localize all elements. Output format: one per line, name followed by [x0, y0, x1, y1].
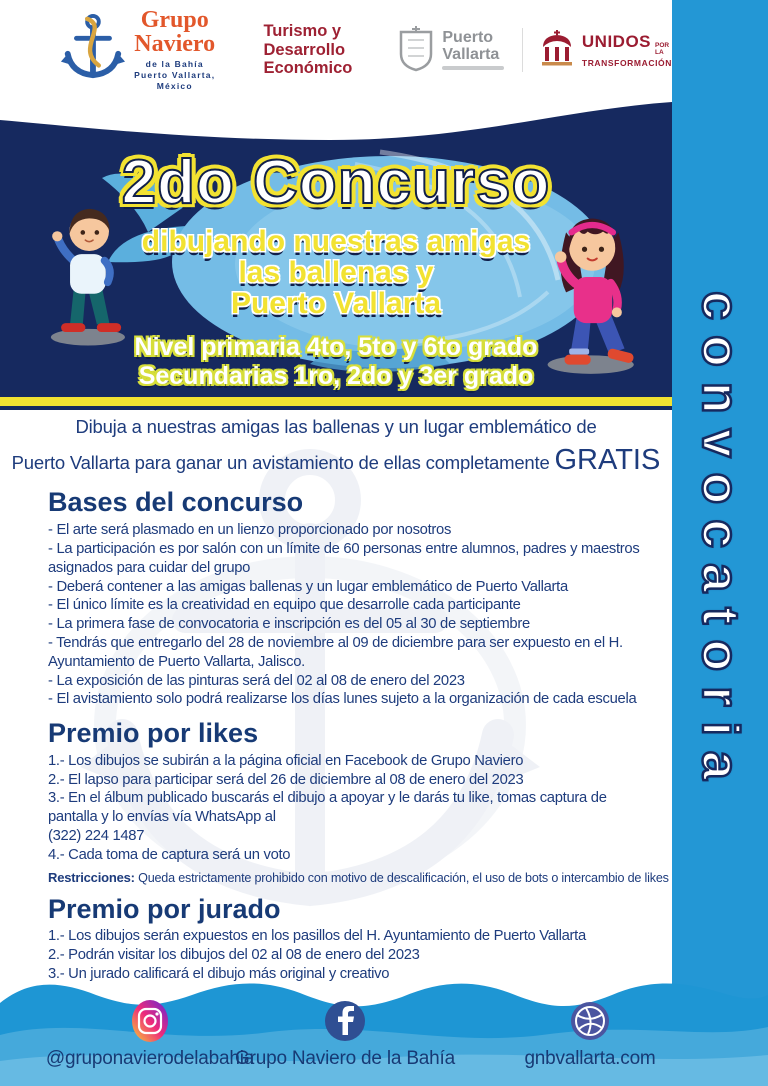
subtitle-line1: dibujando nuestras amigas	[141, 225, 531, 258]
grupo-naviero-name: Grupo Naviero	[134, 6, 216, 57]
contest-banner	[0, 100, 672, 397]
bases-item: - Deberá contener a las amigas ballenas y un lugar emblemático de Puerto Vallarta	[48, 578, 568, 595]
website-url: gnbvallarta.com	[524, 1048, 656, 1069]
likes-list	[0, 752, 672, 865]
jurado-item: 3.- Un jurado calificará el dibujo más original y creativo	[48, 965, 390, 982]
bases-item: - El avistamiento solo podrá realizarse los días lunes sujeto a la organización de cada escuela	[48, 691, 637, 708]
puerto-vallarta-logo	[396, 24, 504, 77]
contest-title: 2do Concurso	[121, 148, 551, 217]
tagline-line1: de la Bahía	[145, 58, 204, 69]
likes-item: 2.- El lapso para participar será del 26 de diciembre al 08 de enero del 2023	[48, 771, 524, 788]
grades-line2: Secundarias 1ro, 2do y 3er grado	[138, 362, 534, 390]
subtitle-line3: Puerto Vallarta	[230, 287, 442, 321]
anchor-logo-icon	[58, 11, 126, 90]
bases-title: Bases del concurso	[48, 487, 304, 518]
turismo-logo	[263, 22, 352, 77]
likes-item: 3.- En el álbum publicado buscarás el dibujo a apoyar y le darás tu like, tomas captura de pantalla y lo envías vía WhatsApp al	[48, 790, 607, 826]
convocatoria-label: convocatoria	[691, 291, 749, 795]
pv-line1: Puerto	[442, 29, 494, 47]
restrictions-text: Queda estrictamente prohibido con motivo de descalificación, el uso de bots o intercambio de likes	[134, 870, 669, 885]
intro-text	[6, 414, 666, 480]
facebook-name: Grupo Naviero de la Bahía	[235, 1048, 455, 1069]
yellow-divider	[0, 397, 672, 410]
likes-title: Premio por likes	[48, 718, 259, 749]
bases-item: - El arte será plasmado en un lienzo proporcionado por nosotros	[48, 522, 452, 539]
header-wave	[0, 100, 672, 140]
bases-item: - El único límite es la creatividad en equipo que desarrolle cada participante	[48, 597, 521, 614]
grupo-naviero-logo	[134, 8, 215, 92]
unidos-logo	[539, 29, 672, 72]
intro-line1: Dibuja a nuestras amigas las ballenas y un lugar emblemático de	[75, 416, 597, 437]
pv-line2: Vallarta	[442, 45, 500, 63]
unidos-small: POR LA	[655, 41, 670, 56]
pv-name	[442, 30, 504, 63]
globe-icon	[470, 999, 710, 1043]
pv-shield-icon	[396, 24, 436, 77]
turismo-line1: Turismo y	[263, 22, 342, 41]
gratis-highlight: GRATIS	[554, 443, 661, 476]
facebook-icon	[225, 999, 465, 1043]
likes-item: 4.- Cada toma de captura será un voto	[48, 846, 291, 863]
bases-list	[0, 521, 672, 709]
restrictions-label: Restricciones:	[48, 869, 135, 885]
turismo-line3: Económico	[263, 59, 353, 78]
footer	[0, 965, 768, 1086]
subtitle-line2: las ballenas y	[238, 256, 434, 290]
grade-levels	[0, 333, 672, 391]
social-row	[0, 999, 768, 1086]
jurado-item: 1.- Los dibujos serán expuestos en los pasillos del H. Ayuntamiento de Puerto Vallarta	[48, 928, 586, 945]
convocatoria-sidebar	[672, 0, 768, 1086]
jurado-title: Premio por jurado	[48, 893, 281, 924]
grades-line1: Nivel primaria 4to, 5to y 6to grado	[134, 333, 538, 361]
intro-line2: Puerto Vallarta para ganar un avistamiento de ellas completamente	[11, 451, 550, 473]
bases-item: - La primera fase de convocatoria e inscripción es del 05 al 30 de septiembre	[48, 616, 530, 633]
facebook-contact	[225, 999, 465, 1070]
pv-caption-smallprint	[442, 66, 504, 70]
likes-item: 1.- Los dibujos se subirán a la página oficial en Facebook de Grupo Naviero	[48, 752, 524, 769]
jurado-item: 2.- Podrán visitar los dibujos del 02 al 08 de enero del 2023	[48, 947, 420, 964]
grupo-naviero-tagline	[134, 59, 215, 92]
turismo-line2: Desarrollo	[263, 40, 346, 59]
bases-item: - La exposición de las pinturas será del 02 al 08 de enero del 2023	[48, 672, 465, 689]
poster-body	[0, 410, 672, 982]
unidos-bottom: TRANSFORMACIÓN	[581, 57, 672, 68]
dome-icon	[539, 29, 575, 72]
bases-item: - La participación es por salón con un límite de 60 personas entre alumnos, padres y maestros asignados para cuidar del grupo	[48, 540, 640, 576]
bases-item: - Tendrás que entregarlo del 28 de noviembre al 09 de diciembre para ser expuesto en el H. Ayuntamiento de Puerto Vallarta, Jalisco.	[48, 634, 623, 670]
website-contact	[470, 999, 710, 1070]
unidos-main: UNIDOS	[581, 31, 652, 51]
header-divider	[522, 28, 523, 72]
header	[0, 0, 672, 100]
contest-subtitle	[0, 226, 672, 320]
instagram-handle: @gruponavierodelabahia	[45, 1048, 255, 1069]
restrictions	[48, 870, 672, 885]
tagline-line2: Puerto Vallarta, México	[134, 69, 216, 92]
likes-item-phone: (322) 224 1487	[48, 828, 145, 845]
